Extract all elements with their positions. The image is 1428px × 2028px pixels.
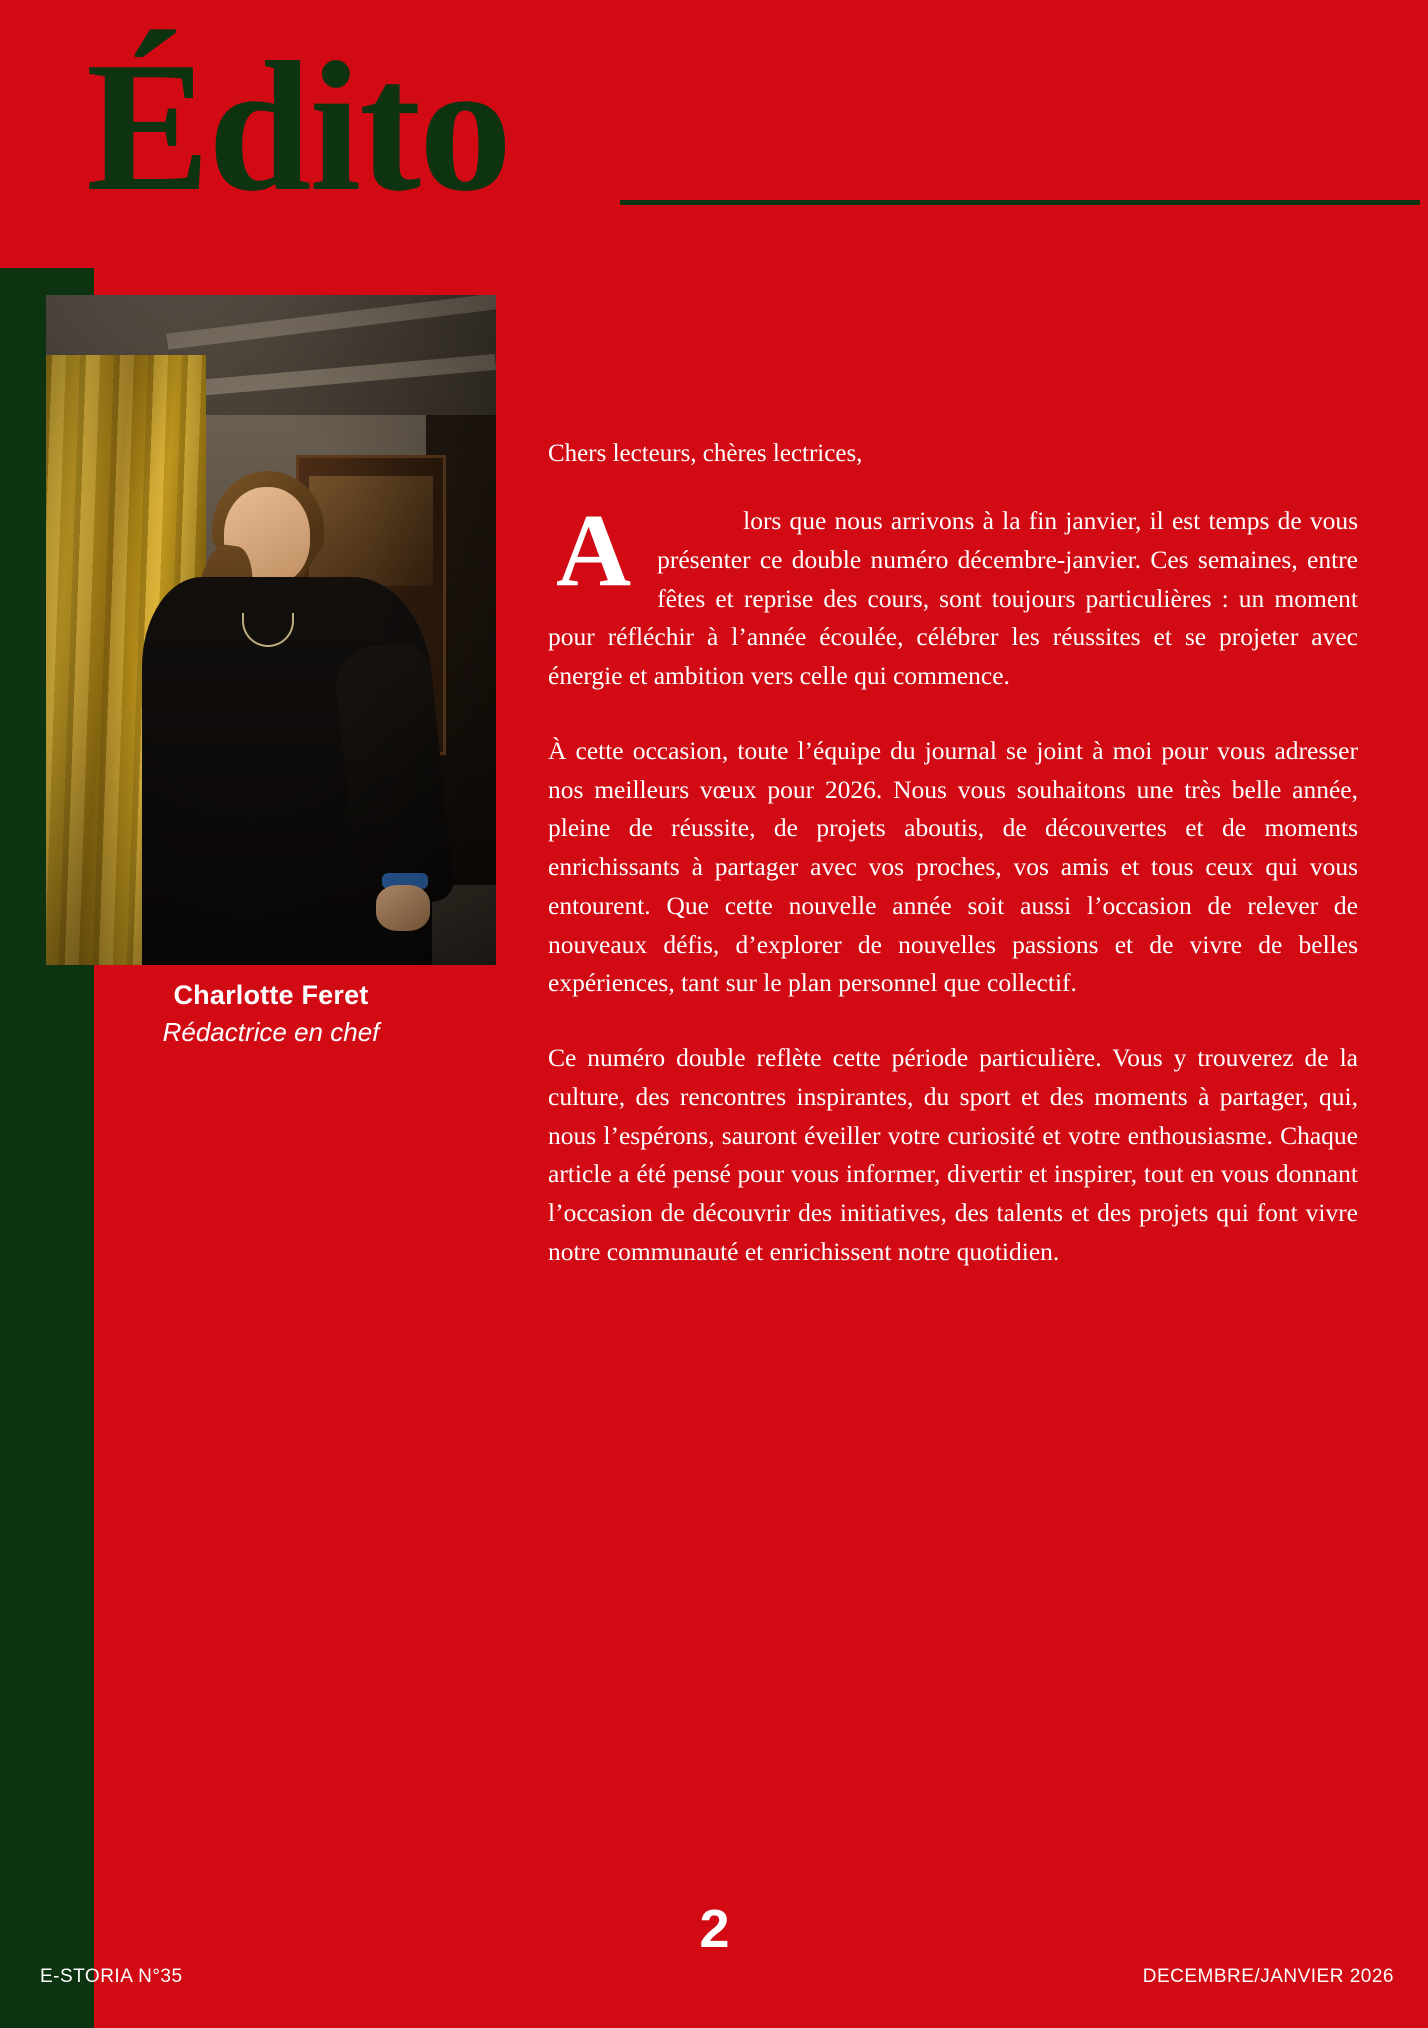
caption-name: Charlotte Feret — [173, 980, 369, 1010]
article-dropcap: A — [556, 493, 632, 608]
article-paragraph-3: Ce numéro double reflète cette période particulière. Vous y trouverez de la culture, des rencontres inspirantes, du sport et des moments à partager, qui, nous l’espérons, sauront éveiller votre curiosité et votre enthousiasme. Chaque article a été pensé pour vous informer, divertir et inspirer, tout en vous donnant l’occasion de découvrir des initiatives, des talents et des projets qui font vivre notre communauté et enrichissent notre quotidien. — [548, 1043, 1358, 1266]
editor-photo-frame — [46, 295, 496, 965]
editor-portrait-image — [46, 295, 496, 965]
footer-date-label: DECEMBRE/JANVIER 2026 — [1142, 1966, 1394, 1987]
article-column — [548, 440, 1358, 1308]
title-rule — [620, 200, 1420, 205]
article-salutation: Chers lecteurs, chères lectrices, — [548, 440, 863, 467]
caption-role: Rédactrice en chef — [162, 1017, 380, 1047]
footer-issue-label: E-STORIA N°35 — [40, 1966, 183, 1987]
page-number: 2 — [699, 1899, 729, 1959]
article-paragraph-1 — [548, 493, 1358, 696]
article-paragraph-2: À cette occasion, toute l’équipe du journal se joint à moi pour vous adresser nos meilleurs vœux pour 2026. Nous vous souhaitons une très belle année, pleine de réussite, de projets aboutis, de découvertes et de moments enrichissants à partager avec vos proches, vos amis et tous ceux qui vous entourent. Que cette nouvelle année soit aussi l’occasion de relever de nouveaux défis, d’explorer de nouvelles passions et de vivre de belles expériences, tant sur le plan personnel que collectif. — [548, 735, 1358, 998]
spine-top-cover — [0, 0, 94, 268]
page-title: Édito — [86, 24, 511, 230]
photo-vignette — [46, 295, 496, 965]
photo-caption — [46, 980, 496, 1048]
article-paragraph-1-text: lors que nous arrivons à la fin janvier, il est temps de vous présenter ce double numéro décembre-janvier. Ces semaines, entre fêtes et reprise des cours, sont toujours particulières : un moment pour réfléchir à l’année écoulée, célébrer les réussites et se projeter avec énergie et ambition vers celle qui commence. — [548, 506, 1358, 690]
